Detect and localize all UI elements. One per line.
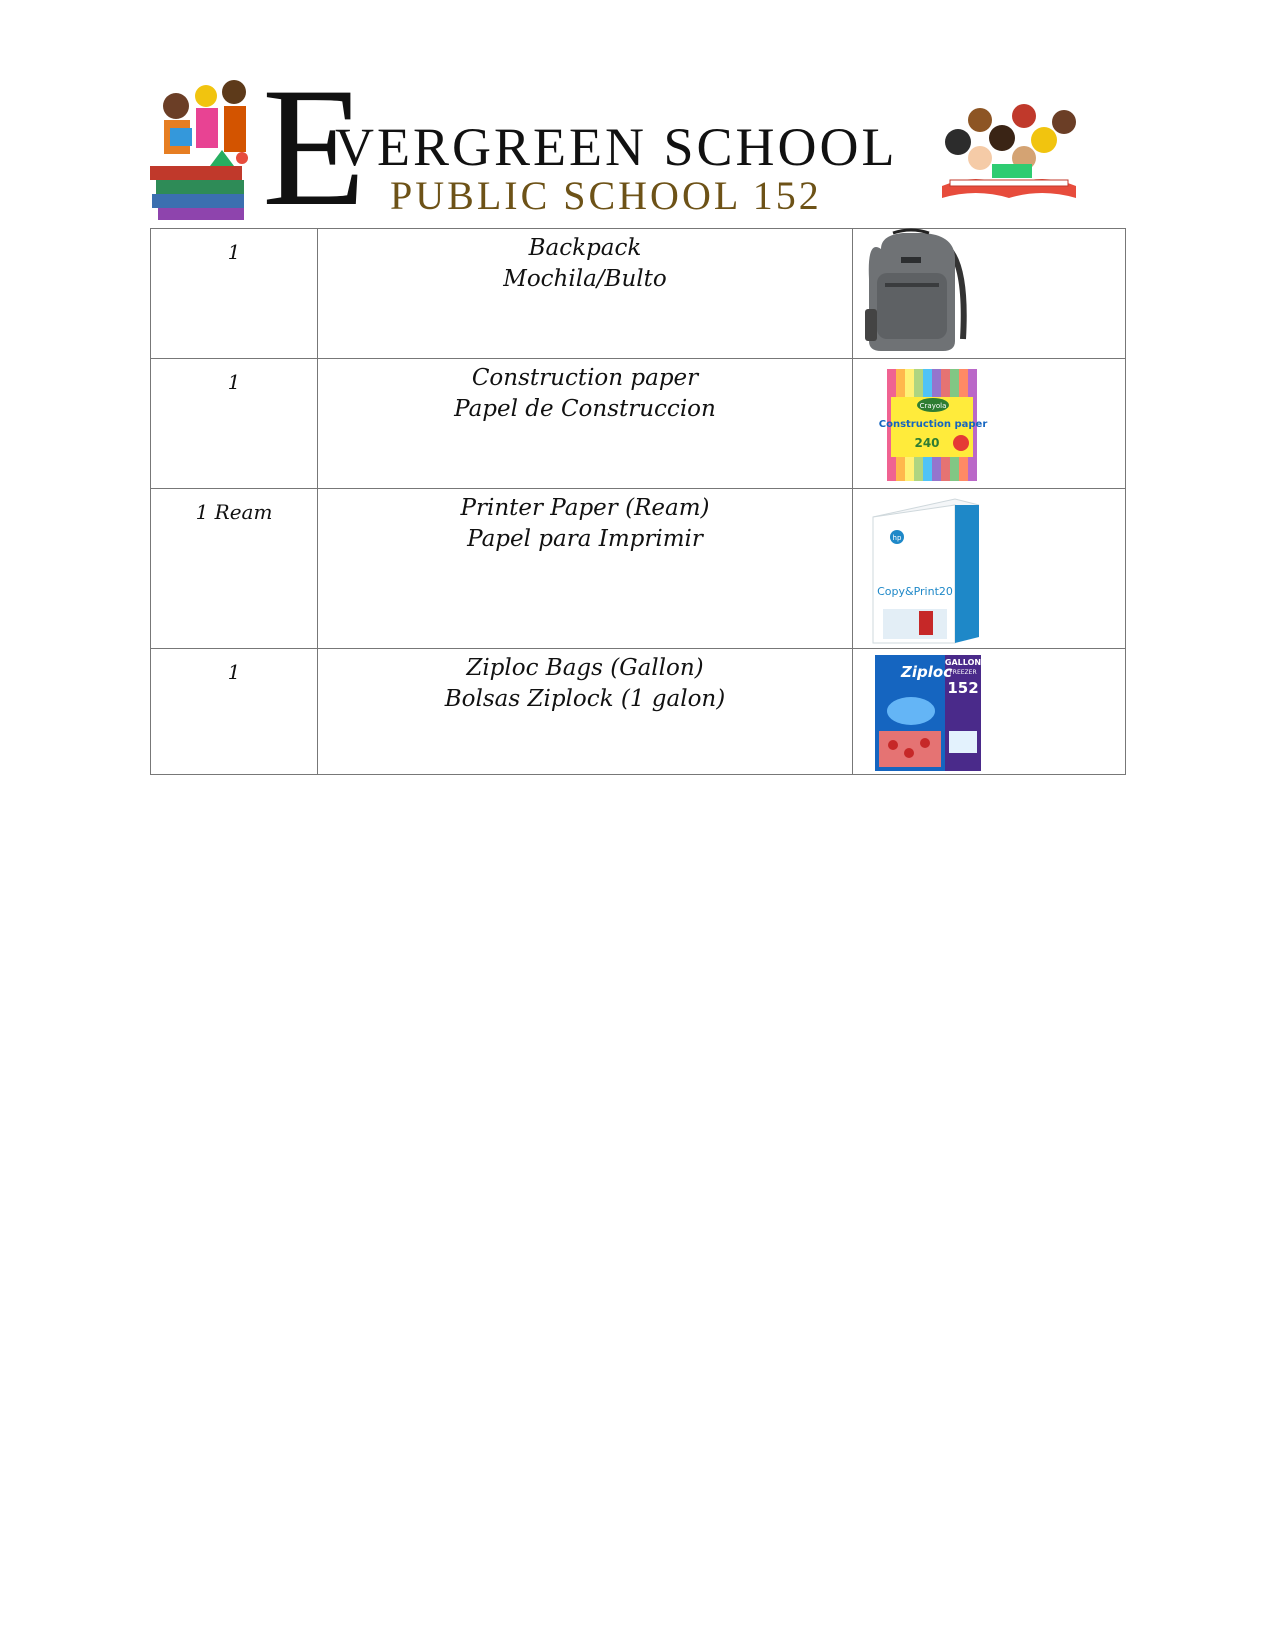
- quantity-cell: [151, 649, 318, 775]
- quantity: 1 Ream: [195, 500, 273, 524]
- quantity: 1: [227, 660, 241, 684]
- item-name-english: Construction paper: [471, 365, 699, 391]
- printer-paper-label: Copy&Print20: [877, 585, 953, 598]
- quantity: 1: [227, 370, 241, 394]
- construction-paper-image: [878, 369, 988, 481]
- construction-paper-label: Construction paper: [878, 419, 988, 430]
- image-cell: [853, 489, 1126, 649]
- quantity-cell: [151, 359, 318, 489]
- school-name: VERGREEN SCHOOL: [335, 117, 898, 177]
- image-cell: [853, 359, 1126, 489]
- ziploc-brand: Ziploc: [901, 663, 953, 681]
- description-cell: [318, 359, 853, 489]
- kids-reading-books-clipart: [150, 76, 254, 222]
- happy-kids-clipart: [940, 102, 1078, 202]
- ziploc-bags-image: [875, 655, 981, 771]
- image-cell: [853, 649, 1126, 775]
- ziploc-size: GALLON: [944, 658, 982, 667]
- table-row: [151, 229, 1126, 359]
- school-supply-table: [150, 228, 1126, 775]
- printer-paper-image: [873, 497, 979, 643]
- table-row: [151, 359, 1126, 489]
- table-row: [151, 649, 1126, 775]
- description-cell: [318, 649, 853, 775]
- item-name-english: Ziploc Bags (Gallon): [466, 655, 704, 681]
- school-header-banner: [150, 53, 1125, 241]
- backpack-image: [863, 229, 967, 353]
- school-subtitle: PUBLIC SCHOOL 152: [390, 173, 822, 218]
- quantity-cell: [151, 489, 318, 649]
- item-name-spanish: Mochila/Bulto: [503, 266, 667, 292]
- item-name-english: Printer Paper (Ream): [460, 495, 710, 521]
- item-name-spanish: Papel para Imprimir: [467, 526, 703, 552]
- item-name-english: Backpack: [528, 235, 642, 261]
- title-initial: E: [262, 53, 366, 241]
- construction-paper-count: 240: [914, 436, 940, 450]
- item-name-spanish: Papel de Construccion: [454, 396, 716, 422]
- ziploc-count: 152: [947, 679, 979, 697]
- image-cell: [853, 229, 1126, 359]
- construction-paper-brand: Crayola: [919, 402, 947, 410]
- item-name-spanish: Bolsas Ziplock (1 galon): [444, 686, 726, 712]
- description-cell: [318, 229, 853, 359]
- table-row: [151, 489, 1126, 649]
- printer-paper-brand: hp: [892, 534, 902, 542]
- quantity: 1: [227, 240, 241, 264]
- description-cell: [318, 489, 853, 649]
- quantity-cell: [151, 229, 318, 359]
- ziploc-kind: FREEZER: [949, 669, 977, 676]
